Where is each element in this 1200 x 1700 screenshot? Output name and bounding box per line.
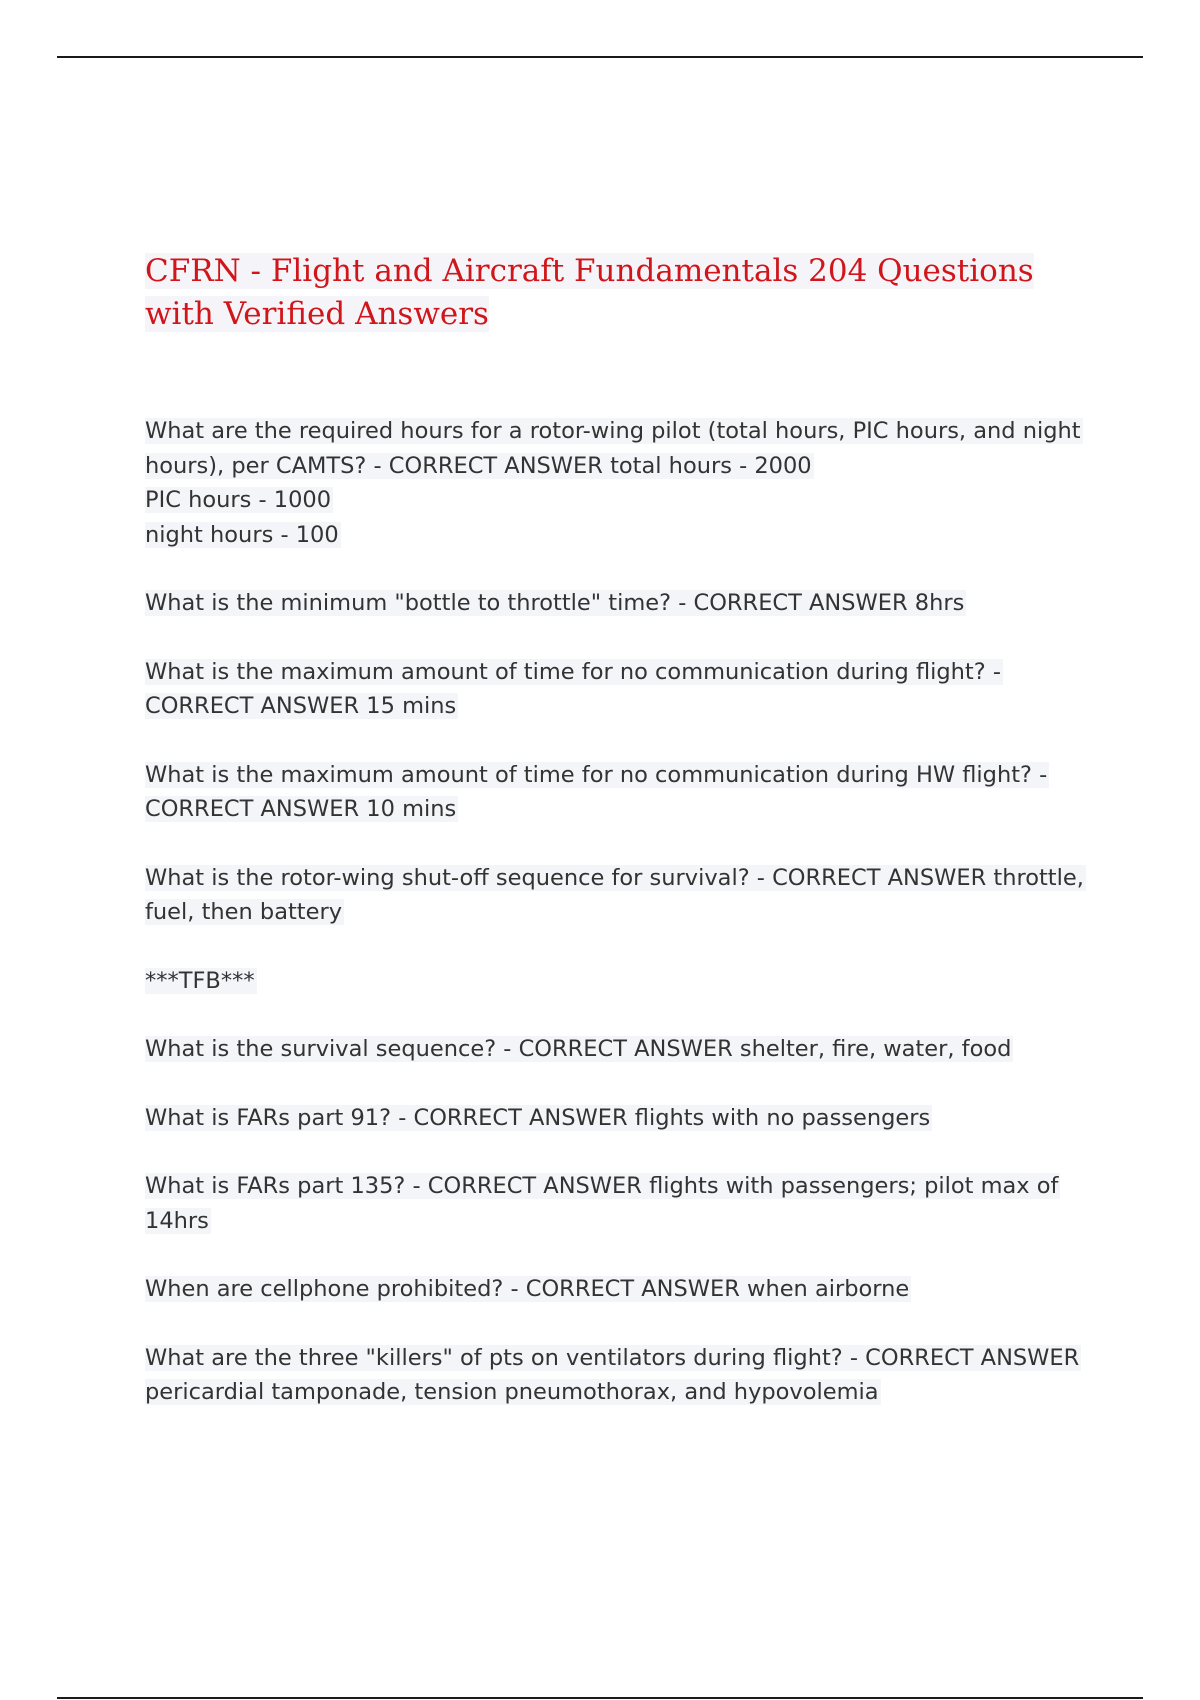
answer-label: CORRECT ANSWER [145,693,360,719]
section-marker-text: ***TFB*** [145,967,255,994]
qa-text [145,418,1083,479]
answer-extra-text: night hours - 100 [145,521,339,548]
answer-text: total hours - 2000 [610,452,812,479]
question-text: What is the survival sequence? [145,1036,497,1062]
header-rule [57,56,1143,58]
document-title [145,250,1085,336]
separator: - [366,452,389,479]
qa-text [145,590,966,616]
separator: - [496,1036,519,1062]
question-text: What is the maximum amount of time for no communication during flight? [145,658,986,685]
answer-label: CORRECT ANSWER [427,1173,642,1199]
qa-text [145,865,1086,926]
answer-extra-text: PIC hours - 1000 [145,487,332,513]
answer-text: 10 mins [366,796,457,822]
question-text: What is the maximum amount of time for no communication during HW flight? [145,761,1032,788]
separator: - [405,1173,428,1199]
answer-label: CORRECT ANSWER [525,1276,740,1302]
question-text: What is FARs part 91? [145,1104,392,1131]
qa-text [145,1276,911,1302]
question-text: When are cellphone prohibited? [145,1276,504,1302]
document-body [145,250,1085,1444]
answer-text: when airborne [747,1276,910,1302]
answer-label: CORRECT ANSWER [693,590,908,616]
separator: - [749,864,773,891]
qa-item [145,758,1085,827]
answer-extra-line [145,483,1085,518]
answer-text: pericardial tamponade, tension pneumothorax, and hypovolemia [145,1379,879,1405]
separator: - [503,1276,526,1302]
separator: - [842,1344,866,1371]
answer-label: CORRECT ANSWER [865,1344,1080,1371]
answer-label: CORRECT ANSWER [145,796,360,822]
question-text: What is the rotor-wing shut-off sequence for survival? [145,864,750,891]
qa-item [145,861,1085,930]
qa-text [145,1105,932,1131]
answer-label: CORRECT ANSWER [518,1036,733,1062]
qa-text [145,1036,1013,1062]
qa-item [145,1341,1085,1410]
answer-text: throttle, fuel, then battery [145,864,1084,925]
separator: - [671,590,694,616]
separator: - [985,658,1001,685]
question-text: What are the required hours for a rotor-wing pilot (total hours, PIC hours, and night hours), per CAMTS? [145,418,1081,479]
answer-text: 8hrs [914,590,965,616]
question-text: What is FARs part 135? [145,1173,406,1199]
footer-rule [57,1697,1143,1699]
answer-label: CORRECT ANSWER [772,864,987,891]
qa-item [145,1169,1085,1238]
separator: - [391,1104,414,1131]
qa-item [145,1032,1085,1067]
qa-text [145,659,1003,720]
qa-text [145,1173,1060,1234]
qa-item [145,586,1085,621]
qa-item [145,414,1085,552]
qa-text [145,1345,1081,1406]
answer-label: CORRECT ANSWER [388,452,603,479]
separator: - [1032,761,1048,788]
answer-label: CORRECT ANSWER [413,1104,628,1131]
qa-item [145,1272,1085,1307]
answer-text: 15 mins [366,693,457,719]
qa-item [145,655,1085,724]
answer-extra-line [145,518,1085,553]
qa-text [145,762,1049,823]
answer-text: shelter, fire, water, food [739,1036,1012,1062]
answer-text: flights with passengers; pilot max of 14hrs [145,1173,1059,1234]
qa-item [145,1101,1085,1136]
question-text: What are the three "killers" of pts on ventilators during flight? [145,1344,843,1371]
answer-text: flights with no passengers [634,1104,931,1131]
document-title-text: CFRN - Flight and Aircraft Fundamentals 204 Questions with Verified Answers [145,253,1034,332]
section-marker [145,964,1085,999]
question-text: What is the minimum "bottle to throttle" time? [145,590,672,616]
